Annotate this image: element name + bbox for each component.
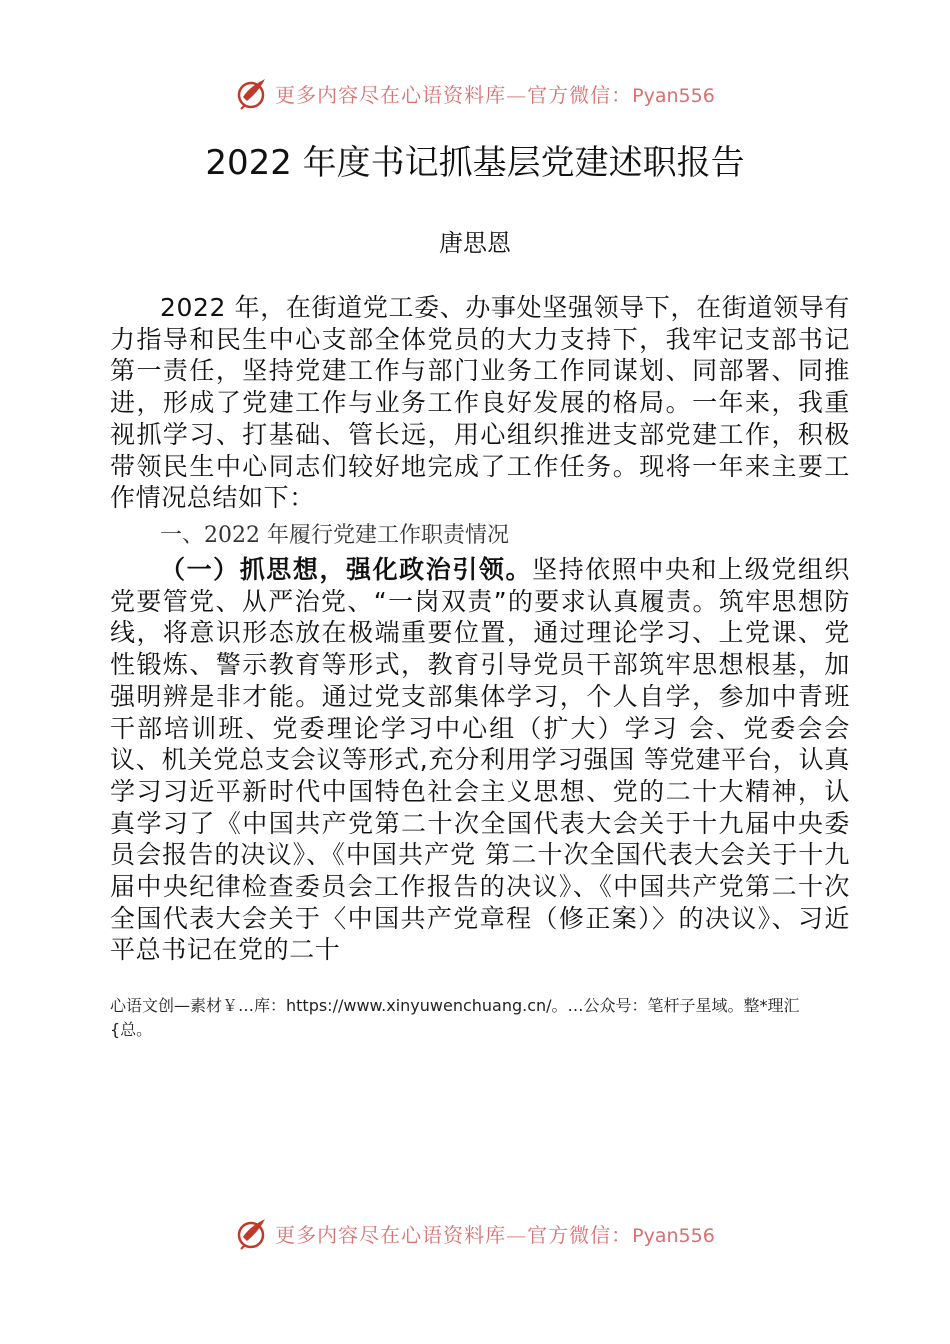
watermark-text: 更多内容尽在心语资料库	[275, 82, 507, 107]
watermark-wechat-label: 官方微信：	[527, 1222, 633, 1247]
document-title: 2022 年度书记抓基层党建述职报告	[205, 143, 745, 183]
section-paragraph	[110, 554, 850, 966]
watermark-banner-bottom	[0, 1208, 950, 1258]
watermark-banner-top	[0, 68, 950, 118]
document-author: 唐思恩	[439, 229, 511, 257]
subsection-lead: （一）抓思想，强化政治引领。	[160, 555, 533, 584]
quill-logo-icon	[235, 1215, 271, 1251]
watermark-wechat-label: 官方微信：	[527, 82, 633, 107]
watermark-wechat-id: Pyan556	[632, 1224, 715, 1247]
watermark-text: 更多内容尽在心语资料库	[275, 1222, 507, 1247]
source-footnote: 心语文创—素材￥…库：https://www.xinyuwenchuang.cn/。…公众号：笔杆子星域。整*理汇{总。	[110, 996, 800, 1039]
watermark-separator: —	[506, 1222, 528, 1247]
subsection-text: 坚持依照中央和上级党组织党要管党、从严治党、“一岗双责”的要求认真履责。筑牢思想防线，将意识形态放在极端重要位置，通过理论学习、上党课、党性锻炼、警示教育等形式，教育引导党员干部筑牢思想根基，加强明辨是非才能。通过党支部集体学习，个人自学，参加中青班干部培训班、党委理论学习中心组（扩大）学习 会、党委会会议、机关党总支会议等形式,充分利用学习强国 等党建平台，认真学习习近平新时代中国特色社会主义思想、党的二十大精神，认真学习了《中国共产党第二十次全国代表大会关于十九届中央委员会报告的决议》、《中国共产党 第二十次全国代表大会关于十九届中央纪律检查委员会工作报告的决议》、《中国共产党第二十次全国代表大会关于〈中国共产党章程（修正案）〉的决议》、习近平总书记在党的二十	[110, 555, 850, 965]
watermark-separator: —	[506, 82, 528, 107]
quill-logo-icon	[235, 75, 271, 111]
section-heading: 一、2022 年履行党建工作职责情况	[160, 523, 509, 548]
intro-paragraph: 2022 年，在街道党工委、办事处坚强领导下，在街道领导有力指导和民生中心支部全体党员的大力支持下，我牢记支部书记第一责任，坚持党建工作与部门业务工作同谋划、同部署、同推进，形成了党建工作与业务工作良好发展的格局。一年来，我重视抓学习、打基础、管长远，用心组织推进支部党建工作，积极带领民生中心同志们较好地完成了工作任务。现将一年来主要工作情况总结如下：	[110, 293, 850, 513]
watermark-wechat-id: Pyan556	[632, 84, 715, 107]
